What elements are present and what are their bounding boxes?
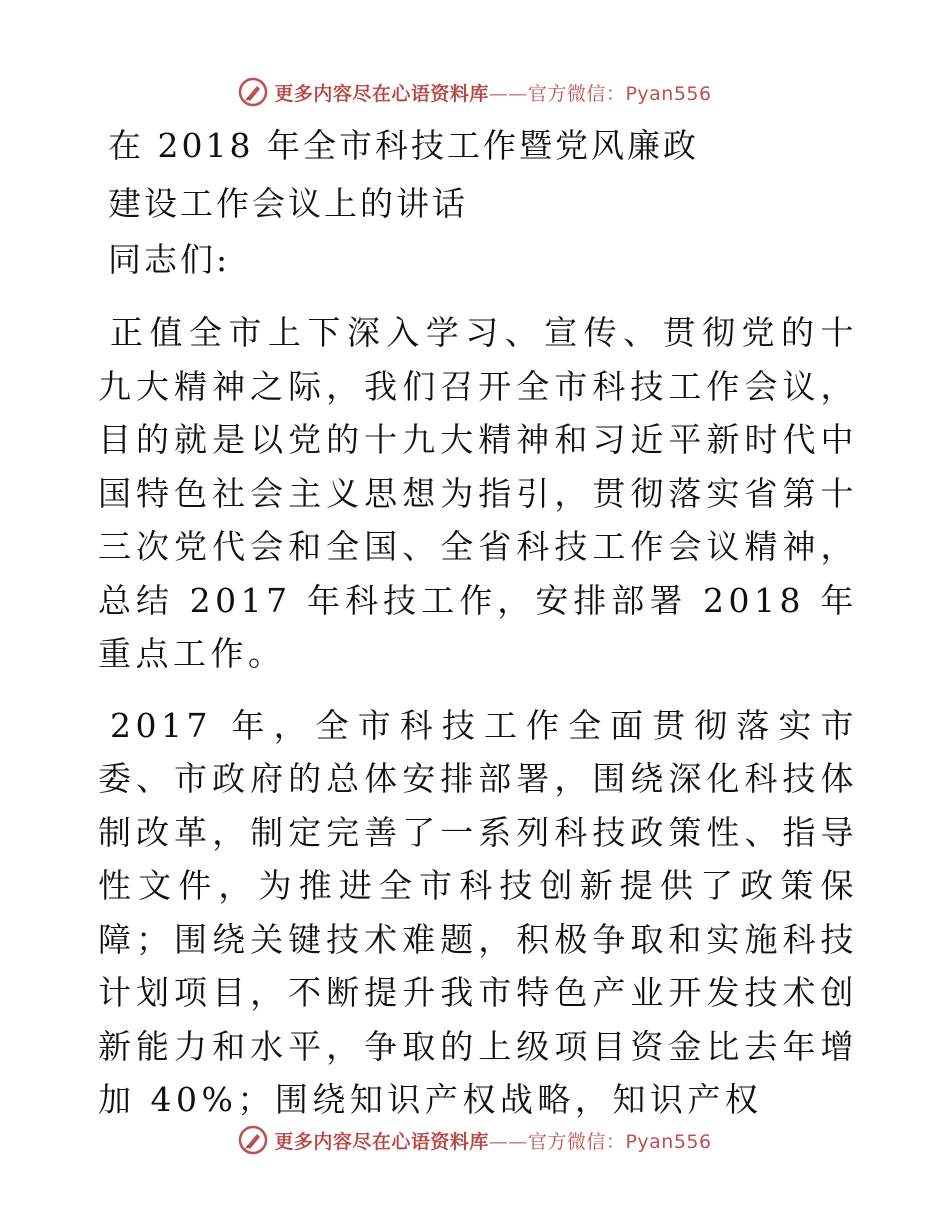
footer-watermark: [0, 1120, 950, 1160]
header-watermark: [0, 72, 950, 112]
watermark-label: 官方微信：: [527, 82, 626, 105]
greeting: 同志们:: [108, 240, 231, 279]
watermark-label: 官方微信：: [527, 1130, 626, 1153]
watermark-account: Pyan556: [625, 1130, 712, 1153]
watermark-brand: 更多内容尽在心语资料库: [274, 1130, 489, 1153]
watermark-separator: ——: [488, 1130, 528, 1153]
watermark-text: [274, 79, 711, 106]
pen-nib-logo-icon: [238, 77, 268, 107]
watermark-account: Pyan556: [625, 82, 712, 105]
watermark-brand: 更多内容尽在心语资料库: [274, 82, 489, 105]
pen-nib-logo-icon: [238, 1125, 268, 1155]
watermark-separator: ——: [488, 82, 528, 105]
document-title-line-2: 建设工作会议上的讲话: [108, 184, 468, 223]
paragraph-2: 2017 年，全市科技工作全面贯彻落实市委、市政府的总体安排部署，围绕深化科技体制改革，制定完善了一系列科技政策性、指导性文件，为推进全市科技创新提供了政策保障；围绕关键技术难题，积极争取和实施科技计划项目，不断提升我市特色产业开发技术创新能力和水平，争取的上级项目资金比去年增加 40%；围绕知识产权战略，知识产权: [98, 705, 858, 1119]
watermark-text: [274, 1127, 711, 1154]
document-title-line-1: 在 2018 年全市科技工作暨党风廉政: [108, 126, 699, 165]
document-body: [98, 118, 858, 1127]
paragraph-1: 正值全市上下深入学习、宣传、贯彻党的十九大精神之际，我们召开全市科技工作会议，目的就是以党的十九大精神和习近平新时代中国特色社会主义思想为指引，贯彻落实省第十三次党代会和全国、全省科技工作会议精神，总结 2017 年科技工作，安排部署 2018 年重点工作。: [98, 313, 858, 673]
